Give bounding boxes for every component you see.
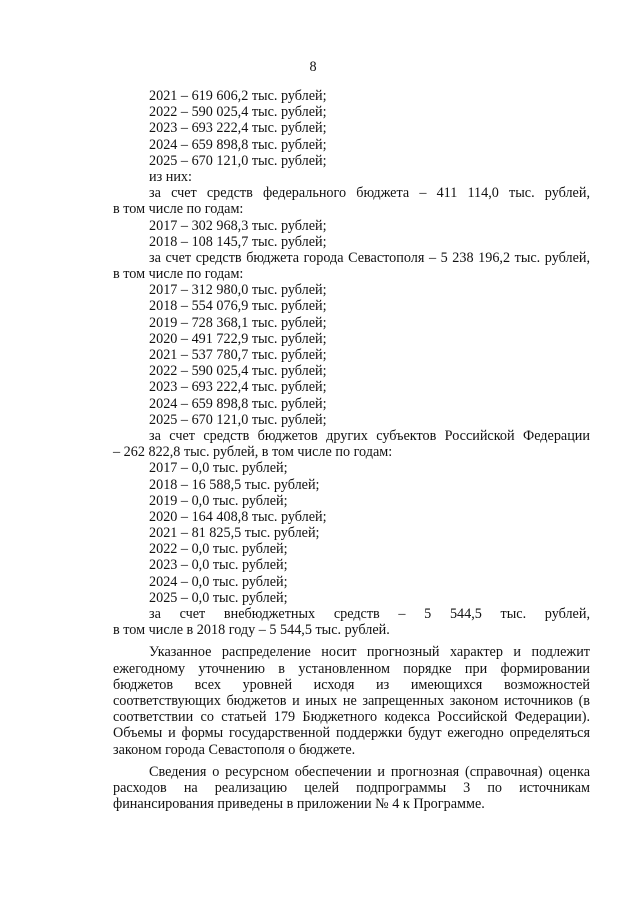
year-line: 2023 – 693 222,4 тыс. рублей; — [149, 379, 327, 396]
year-line: 2018 – 108 145,7 тыс. рублей; — [149, 233, 327, 250]
year-line: 2018 – 554 076,9 тыс. рублей; — [149, 298, 327, 315]
year-line: 2022 – 590 025,4 тыс. рублей; — [149, 104, 327, 121]
year-line: 2017 – 312 980,0 тыс. рублей; — [149, 282, 327, 299]
other-subjects-budget-line: за счет средств бюджетов других субъектов Российской Федерации — [149, 427, 590, 444]
year-line: 2019 – 0,0 тыс. рублей; — [149, 492, 288, 509]
document-body — [113, 88, 590, 812]
paragraph-forecast — [113, 644, 590, 757]
year-line: 2020 – 164 408,8 тыс. рублей; — [149, 508, 327, 525]
federal-budget-line: за счет средств федерального бюджета – 411 114,0 тыс. рублей, — [149, 185, 590, 202]
sevastopol-budget-line: за счет средств бюджета города Севастополя – 5 238 196,2 тыс. рублей, — [149, 249, 590, 266]
paragraph-text: Указанное распределение носит прогнозный характер и подлежит ежегодному уточнению в установленном порядке при формировании бюджетов всех уровней исходя из имеющихся возможностей соответствующих бюджетов и иных не запрещенных законом источников (в соответствии со статьей 179 Бюджетного кодекса Российской Федерации). Объемы и формы государственной поддержки будут ежегодно определяться законом города Севастополя о бюджете. — [113, 644, 590, 758]
year-line: 2024 – 659 898,8 тыс. рублей; — [149, 136, 327, 153]
other-subjects-budget-subline: – 262 822,8 тыс. рублей, в том числе по годам: — [113, 444, 393, 461]
federal-budget-subline: в том числе по годам: — [113, 201, 244, 218]
subheading-line: из них: — [149, 168, 192, 185]
year-line: 2020 – 491 722,9 тыс. рублей; — [149, 330, 327, 347]
paragraph-text: Сведения о ресурсном обеспечении и прогнозная (справочная) оценка расходов на реализацию целей подпрограммы 3 по источникам финансирования приведены в приложении № 4 к Программе. — [113, 763, 590, 813]
year-line: 2019 – 728 368,1 тыс. рублей; — [149, 314, 327, 331]
extrabudget-subline: в том числе в 2018 году – 5 544,5 тыс. рублей. — [113, 622, 390, 639]
year-line: 2021 – 619 606,2 тыс. рублей; — [149, 88, 327, 104]
year-line: 2025 – 0,0 тыс. рублей; — [149, 589, 288, 606]
paragraph-resources — [113, 764, 590, 813]
year-line: 2022 – 0,0 тыс. рублей; — [149, 541, 288, 558]
year-line: 2024 – 659 898,8 тыс. рублей; — [149, 395, 327, 412]
sevastopol-budget-subline: в том числе по годам: — [113, 266, 244, 283]
year-line: 2017 – 0,0 тыс. рублей; — [149, 460, 288, 477]
year-line: 2021 – 81 825,5 тыс. рублей; — [149, 525, 320, 542]
year-line: 2022 – 590 025,4 тыс. рублей; — [149, 363, 327, 380]
year-line: 2023 – 693 222,4 тыс. рублей; — [149, 120, 327, 137]
year-line: 2018 – 16 588,5 тыс. рублей; — [149, 476, 320, 493]
year-line: 2021 – 537 780,7 тыс. рублей; — [149, 347, 327, 364]
year-line: 2017 – 302 968,3 тыс. рублей; — [149, 217, 327, 234]
year-line: 2025 – 670 121,0 тыс. рублей; — [149, 411, 327, 428]
page-number: 8 — [309, 59, 317, 75]
year-line: 2025 – 670 121,0 тыс. рублей; — [149, 152, 327, 169]
year-line: 2023 – 0,0 тыс. рублей; — [149, 557, 288, 574]
year-line: 2024 – 0,0 тыс. рублей; — [149, 573, 288, 590]
extrabudget-line: за счет внебюджетных средств – 5 544,5 тыс. рублей, — [149, 606, 590, 623]
